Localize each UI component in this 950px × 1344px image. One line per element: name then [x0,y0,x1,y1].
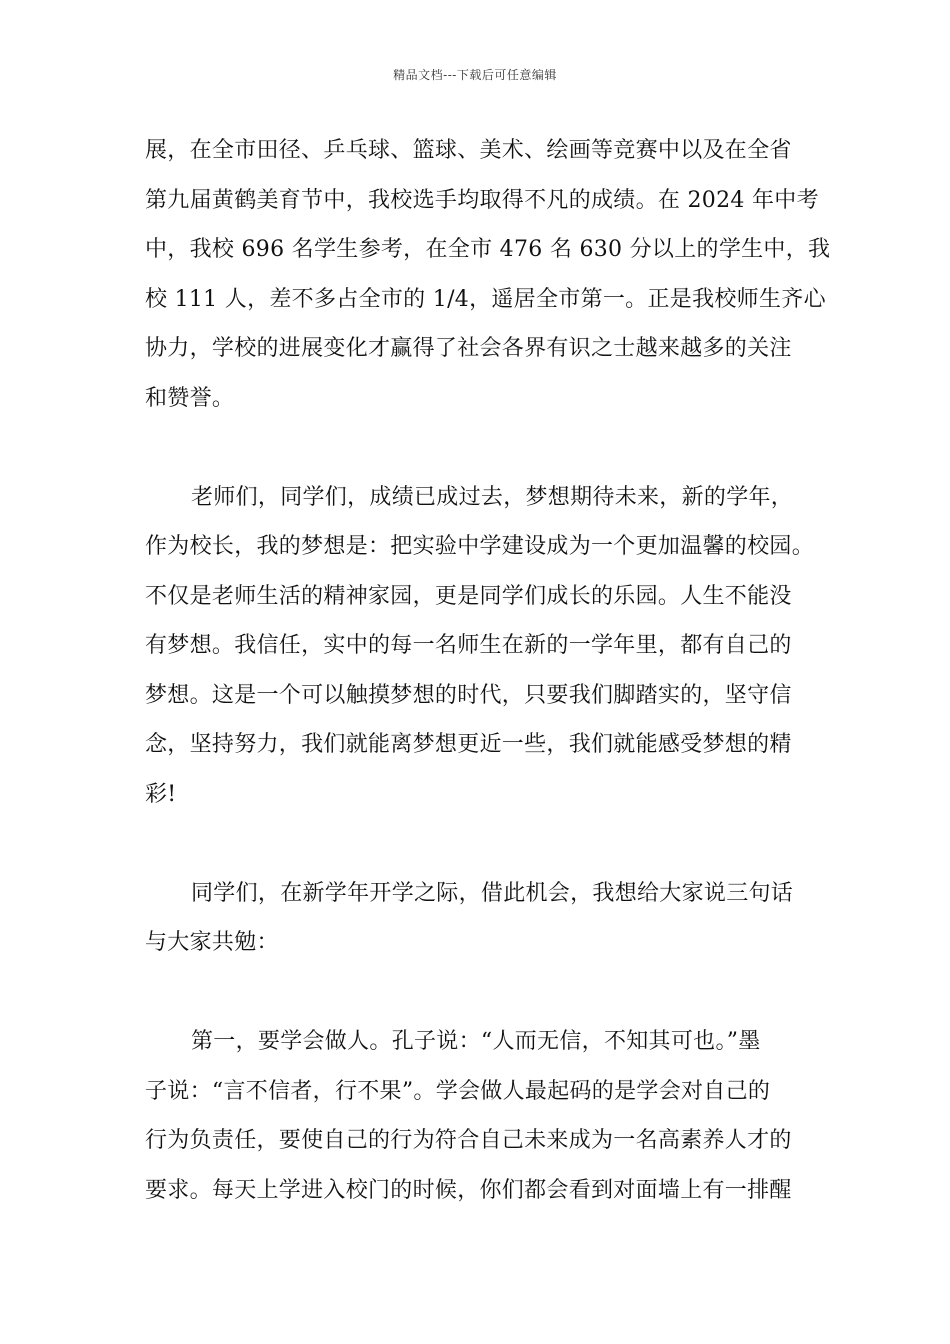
text-line: 第一，要学会做人。孔子说：“人而无信，不知其可也。”墨 [191,1029,761,1054]
document-body [145,126,831,1215]
text-line: 子说：“言不信者，行不果”。学会做人最起码的是学会对自己的 [145,1078,771,1104]
text-line: 作为校长，我的梦想是：把实验中学建设成为一个更加温馨的校园。 [145,534,815,559]
text-line: 梦想。这是一个可以触摸梦想的时代，只要我们脚踏实的，坚守信 [145,682,792,708]
paragraph [145,869,810,968]
text-line: 协力，学校的进展变化才赢得了社会各界有识之士越来越多的关注 [145,336,792,361]
text-line: 展，在全市田径、乒乓球、篮球、美术、绘画等竞赛中以及在全省 [145,138,792,163]
text-line: 念，坚持努力，我们就能离梦想更近一些，我们就能感受梦想的精 [145,732,792,757]
paragraph [145,1017,810,1215]
paragraph-spacer [145,968,810,1018]
text-line: 与大家共勉： [145,930,279,955]
text-line: 中，我校 696 名学生参考，在全市 476 名 630 分以上的学生中，我 [145,237,831,262]
text-line: 彩! [145,781,177,807]
paragraph [145,126,831,423]
text-line: 第九届黄鹤美育节中，我校选手均取得不凡的成绩。在 2024 年中考 [145,187,819,213]
paragraph-spacer [145,819,810,869]
text-line: 老师们，同学们，成绩已成过去，梦想期待未来，新的学年， [191,484,794,510]
paragraph-spacer [145,423,810,473]
text-line: 校 111 人，差不多占全市的 1/4，遥居全市第一。正是我校师生齐心 [145,286,826,312]
text-line: 行为负责任，要使自己的行为符合自己未来成为一名高素养人才的 [145,1128,792,1153]
text-line: 要求。每天上学进入校门的时候，你们都会看到对面墙上有一排醒 [145,1177,792,1203]
text-line: 和赞誉。 [145,385,235,411]
paragraph [145,473,815,820]
text-line: 同学们，在新学年开学之际，借此机会，我想给大家说三句话 [191,880,794,906]
text-line: 不仅是老师生活的精神家园，更是同学们成长的乐园。人生不能没 [145,583,792,609]
page-header: 精品文档---下载后可任意编辑 [393,68,557,82]
text-line: 有梦想。我信任，实中的每一名师生在新的一学年里，都有自己的 [145,633,792,658]
